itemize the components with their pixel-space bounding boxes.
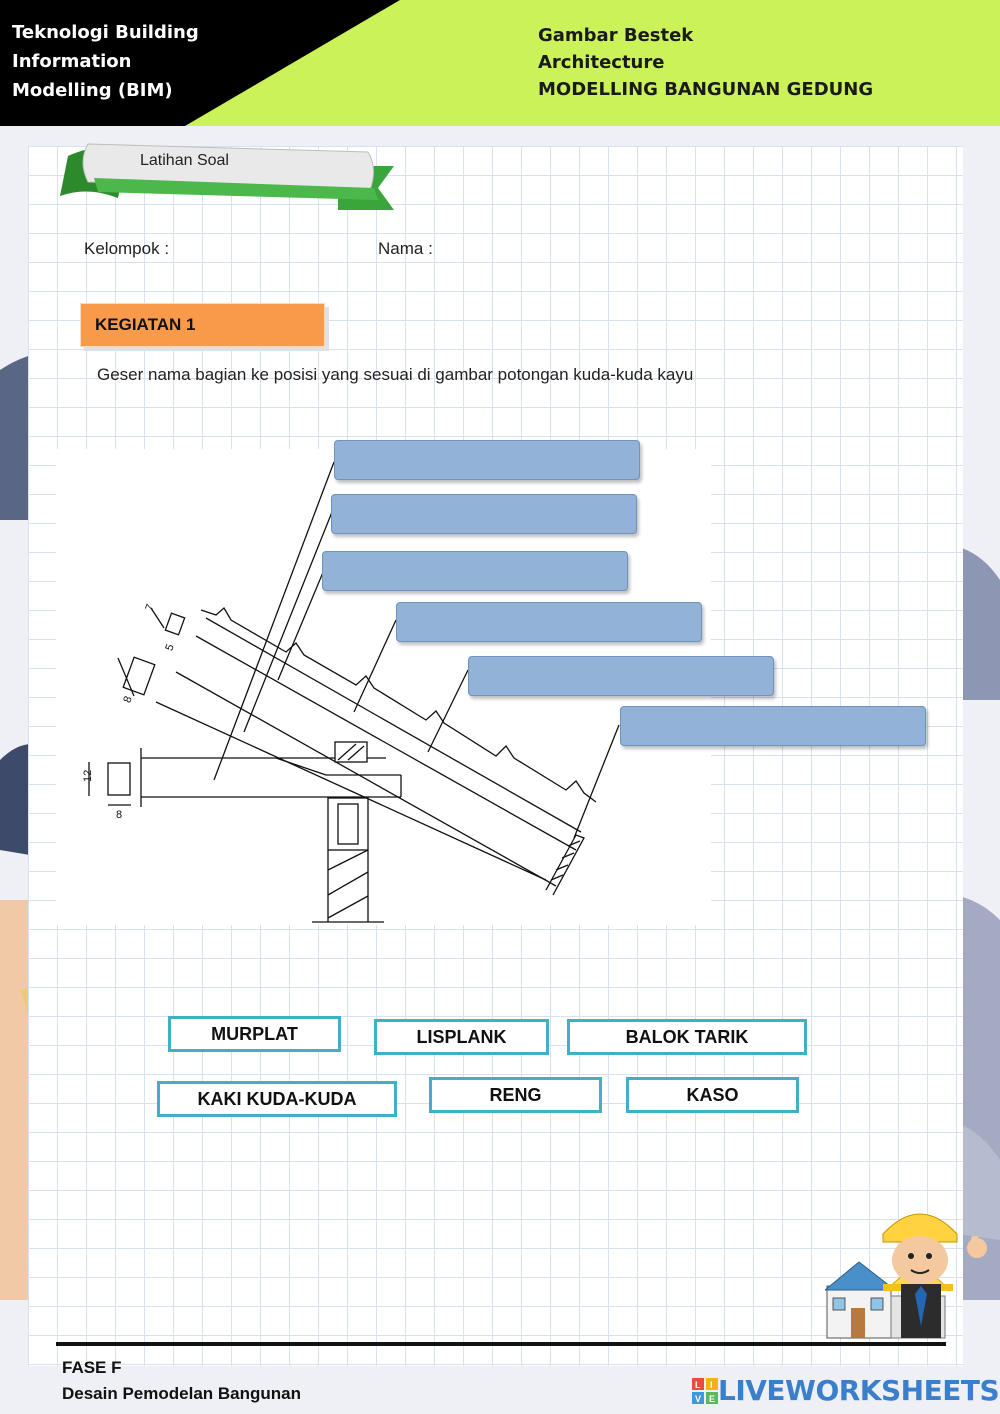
logo-letter: I	[710, 1379, 713, 1390]
column-hatch	[328, 896, 368, 918]
drop-target-1[interactable]	[334, 440, 640, 480]
leader-line	[574, 725, 619, 838]
footer-text	[62, 1355, 301, 1407]
activity-title: KEGIATAN 1	[95, 315, 196, 334]
activity-badge	[80, 303, 325, 347]
nama-label: Nama :	[378, 239, 433, 258]
footer-subject: Desain Pemodelan Bangunan	[62, 1384, 301, 1403]
header-right-line: Architecture	[538, 52, 665, 73]
drop-target-4[interactable]	[396, 602, 702, 642]
liveworksheets-icon	[692, 1378, 718, 1404]
rafter-line	[206, 618, 581, 832]
liveworksheets-name: LIVEWORKSHEETS	[718, 1374, 1000, 1407]
drop-target-3[interactable]	[322, 551, 628, 591]
column-hatch	[328, 850, 368, 870]
leader-line	[278, 570, 324, 680]
header-left-line: Modelling (BIM)	[12, 80, 173, 101]
section-reng	[165, 613, 184, 635]
logo-letter: V	[695, 1393, 702, 1404]
header-right-line: MODELLING BANGUNAN GEDUNG	[538, 79, 874, 100]
leader-line	[244, 512, 332, 732]
dim-label: 8	[116, 809, 123, 821]
lisplank-hatch	[568, 841, 580, 846]
drop-target-2[interactable]	[331, 494, 637, 534]
drop-target-5[interactable]	[468, 656, 774, 696]
engineer-mascot-illustration	[825, 1198, 995, 1344]
tie-beam-slope	[276, 758, 326, 775]
column-core	[338, 804, 358, 844]
rafter-line	[156, 702, 546, 880]
instruction-text: Geser nama bagian ke posisi yang sesuai di gambar potongan kuda-kuda kayu	[97, 365, 694, 384]
ribbon-label: Latihan Soal	[140, 152, 229, 169]
logo-letter: E	[709, 1393, 716, 1404]
header-topic	[538, 22, 873, 103]
section-kaso	[123, 657, 155, 695]
chip-kaso[interactable]: KASO	[626, 1077, 799, 1113]
header-left-line: Information	[12, 51, 132, 72]
footer-divider	[56, 1342, 946, 1346]
chip-balok-tarik[interactable]: BALOK TARIK	[567, 1019, 807, 1055]
section-beam	[108, 763, 130, 795]
header-left-line: Teknologi Building	[12, 22, 199, 43]
drop-target-6[interactable]	[620, 706, 926, 746]
header-right-line: Gambar Bestek	[538, 25, 694, 46]
column-top	[328, 798, 368, 850]
footer-phase: FASE F	[62, 1358, 122, 1377]
leader-line	[428, 670, 468, 752]
dim-label: 7	[143, 602, 157, 613]
rafter-line	[176, 672, 556, 886]
liveworksheets-logo	[692, 1374, 999, 1407]
lisplank-hatch	[562, 853, 574, 858]
chip-lisplank[interactable]: LISPLANK	[374, 1019, 549, 1055]
header-course-title	[12, 18, 199, 105]
column-hatch	[328, 872, 368, 895]
dim-label: 12	[82, 769, 94, 782]
dim-label: 5	[163, 642, 177, 653]
ribbon-banner	[58, 138, 400, 222]
chip-kaki-kuda-kuda[interactable]: KAKI KUDA-KUDA	[157, 1081, 397, 1117]
kelompok-label: Kelompok :	[84, 239, 170, 258]
chip-murplat[interactable]: MURPLAT	[168, 1016, 341, 1052]
logo-letter: L	[695, 1379, 701, 1390]
chip-reng[interactable]: RENG	[429, 1077, 602, 1113]
dim-label: 8	[121, 694, 135, 705]
